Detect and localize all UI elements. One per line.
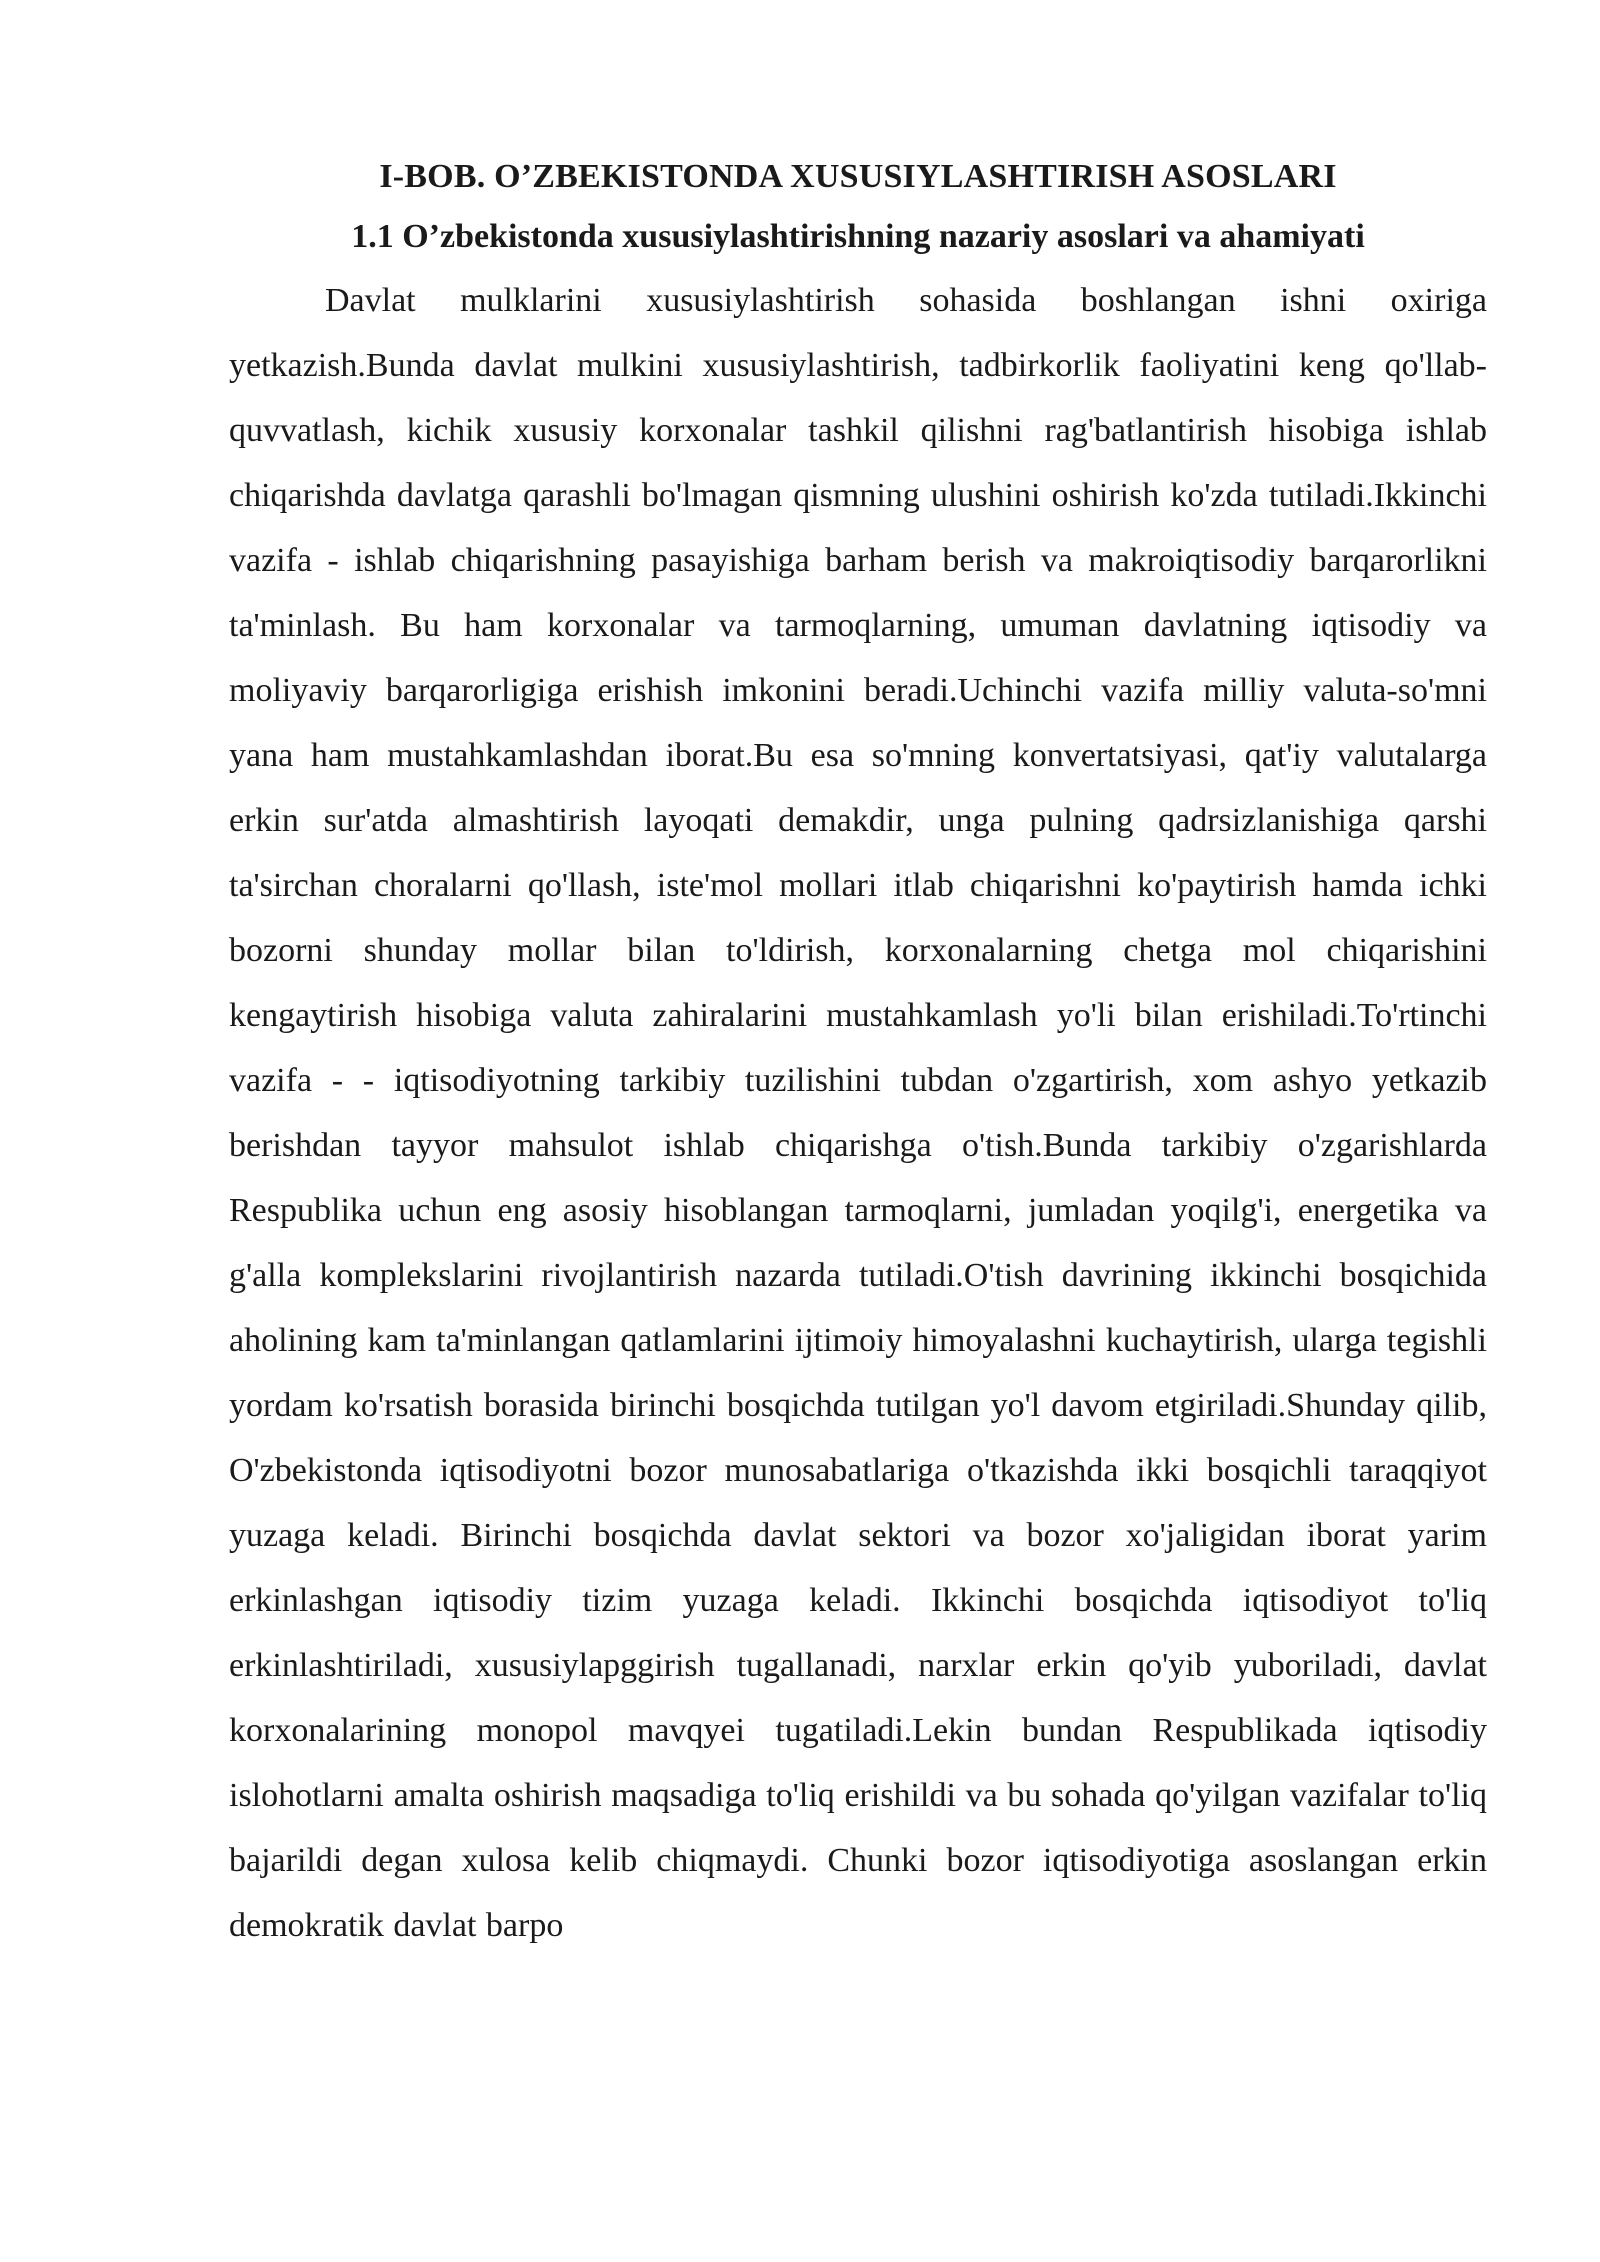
section-title: 1.1 O’zbekistonda xususiylashtirishning nazariy asoslari va ahamiyati [351, 218, 1365, 255]
chapter-title: I-BOB. O’ZBEKISTONDA XUSUSIYLASHTIRISH ASOSLARI [379, 158, 1337, 195]
body-paragraph: Davlat mulklarini xususiylashtirish sohasida boshlangan ishni oxiriga yetkazish.Bunda davlat mulkini xususiylashtirish, tadbirkorlik faoliyatini keng qo'llab-quvvatlash, kichik xususiy korxonalar tashkil qilishni rag'batlantirish hisobiga ishlab chiqarishda davlatga qarashli bo'lmagan qismning ulushini oshirish ko'zda tutiladi.Ikkinchi vazifa - ishlab chiqarishning pasayishiga barham berish va makroiqtisodiy barqarorlikni ta'minlash. Bu ham korxonalar va tarmoqlarning, umuman davlatning iqtisodiy va moliyaviy barqarorligiga erishish imkonini beradi.Uchinchi vazifa milliy valuta-so'mni yana ham mustahkamlashdan iborat.Bu esa so'mning konvertatsiyasi, qat'iy valutalarga erkin sur'atda almashtirish layoqati demakdir, unga pulning qadrsizlanishiga qarshi ta'sirchan choralarni qo'llash, iste'mol mollari itlab chiqarishni ko'paytirish hamda ichki bozorni shunday mollar bilan to'ldirish, korxonalarning chetga mol chiqarishini kengaytirish hisobiga valuta zahiralarini mustahkamlash yo'li bilan erishiladi.To'rtinchi vazifa - - iqtisodiyotning tarkibiy tuzilishini tubdan o'zgartirish, xom ashyo yetkazib berishdan tayyor mahsulot ishlab chiqarishga o'tish.Bunda tarkibiy o'zgarishlarda Respublika uchun eng asosiy hisoblangan tarmoqlarni, jumladan yoqilg'i, energetika va g'alla komplekslarini rivojlantirish nazarda tutiladi.O'tish davrining ikkinchi bosqichida aholining kam ta'minlangan qatlamlarini ijtimoiy himoyalashni kuchaytirish, ularga tegishli yordam ko'rsatish borasida birinchi bosqichda tutilgan yo'l davom etgiriladi.Shunday qilib, O'zbekistonda iqtisodiyotni bozor munosabatlariga o'tkazishda ikki bosqichli taraqqiyot yuzaga keladi. Birinchi bosqichda davlat sektori va bozor xo'jaligidan iborat yarim erkinlashgan iqtisodiy tizim yuzaga keladi. Ikkinchi bosqichda iqtisodiyot to'liq erkinlashtiriladi, xususiylapggirish tugallanadi, narxlar erkin qo'yib yuboriladi, davlat korxonalarining monopol mavqyei tugatiladi.Lekin bundan Respublikada iqtisodiy islohotlarni amalta oshirish maqsadiga to'liq erishildi va bu sohada qo'yilgan vazifalar to'liq bajarildi degan xulosa kelib chiqmaydi. Chunki bozor iqtisodiyotiga asoslangan erkin demokratik davlat barpo [229, 282, 1487, 1944]
page-content [229, 148, 1487, 1958]
